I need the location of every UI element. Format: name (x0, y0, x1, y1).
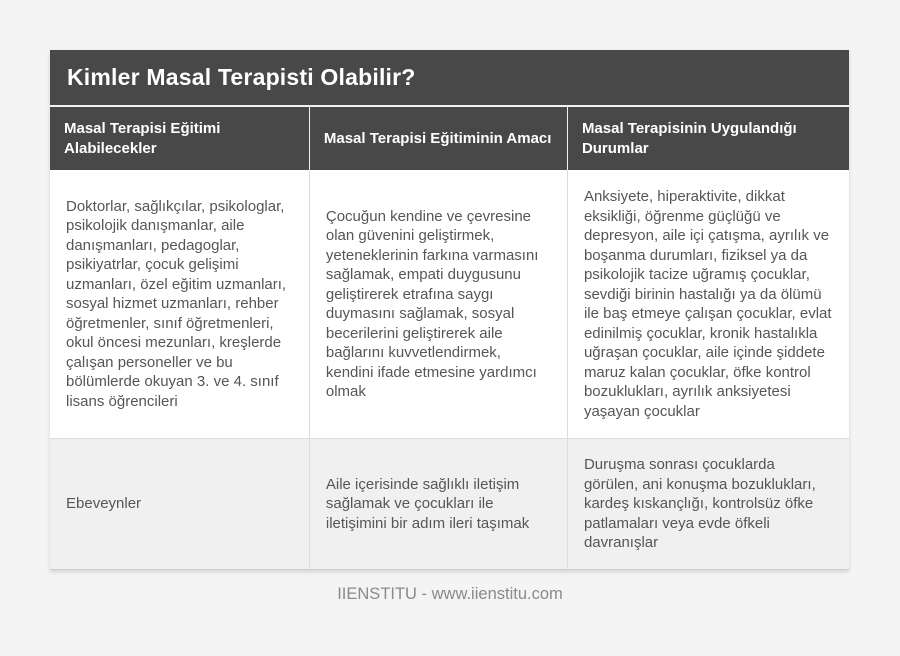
table-row (50, 170, 849, 439)
footer-credit: IIENSTITU - www.iienstitu.com (337, 585, 563, 603)
table-cell-eligible-professions (50, 170, 309, 438)
cell-text: Ebeveynler (66, 495, 142, 512)
cell-text: Doktorlar, sağlıkçılar, psikologlar, psikolojik danışmanlar, aile danışmanları, pedagoglar, psikiyatrlar, çocuk gelişimi uzmanları, özel eğitim uzmanları, sosyal hizmet uzmanları, rehber öğretmenler, sınıf öğretmenleri, okul öncesi mezunları, kreşlerde çalışan personeller ve bu bölümlerde okuyan 3. ve 4. sınıf lisans öğrencileri (66, 197, 287, 410)
table-cell-training-purpose (309, 170, 567, 438)
cell-text: Duruşma sonrası çocuklarda görülen, ani konuşma bozuklukları, kardeş kıskançlığı, kontrolsüz öfke patlamaları veya evde öfkeli davranışlar (583, 456, 816, 551)
table-cell-parents-situations (567, 439, 849, 569)
column-header-egitiminin-amaci: Masal Terapisi Eğitiminin Amacı (309, 107, 567, 170)
column-header-uygulandigi-durumlar: Masal Terapisinin Uygulandığı Durumlar (567, 107, 849, 170)
table-cell-applied-situations (567, 170, 849, 438)
page-title: Kimler Masal Terapisti Olabilir? (67, 64, 416, 90)
table-row (50, 439, 849, 570)
table-cell-parents (50, 439, 309, 569)
cell-text: Çocuğun kendine ve çevresine olan güvenini geliştirmek, yeteneklerinin farkına varmasını sağlamak, empati duygusunu geliştirerek etrafına saygı duymasını sağlamak, sosyal becerilerini geliştirerek aile bağlarını kuvvetlendirmek, kendini ifade etmesine yardımcı olmak (325, 207, 539, 400)
title-bar (50, 50, 849, 107)
table-cell-parents-purpose (309, 439, 567, 569)
column-header-egitimi-alabilecekler: Masal Terapisi Eğitimi Alabilecekler (64, 119, 221, 157)
table-header-row (50, 107, 849, 170)
cell-text: Aile içerisinde sağlıklı iletişim sağlamak ve çocukları ile iletişimini bir adım ileri taşımak (325, 475, 530, 532)
table-card (50, 50, 849, 570)
cell-text: Anksiyete, hiperaktivite, dikkat eksikliği, öğrenme güçlüğü ve depresyon, aile içi çatışma, ayrılık ve boşanma durumları, fiziksel ya da psikolojik tacize uğramış çocuklar, sevdiği birinin hastalığı ya da ölümü ile baş etmeye çalışan çocuklar, evlat edinilmiş çocuklar, kronik hastalıkla uğraşan çocuklar, aile içinde şiddete maruz kalan çocuklar, öfke kontrol bozuklukları, ayrılık anksiyetesi yaşayan çocuklar (583, 188, 832, 420)
